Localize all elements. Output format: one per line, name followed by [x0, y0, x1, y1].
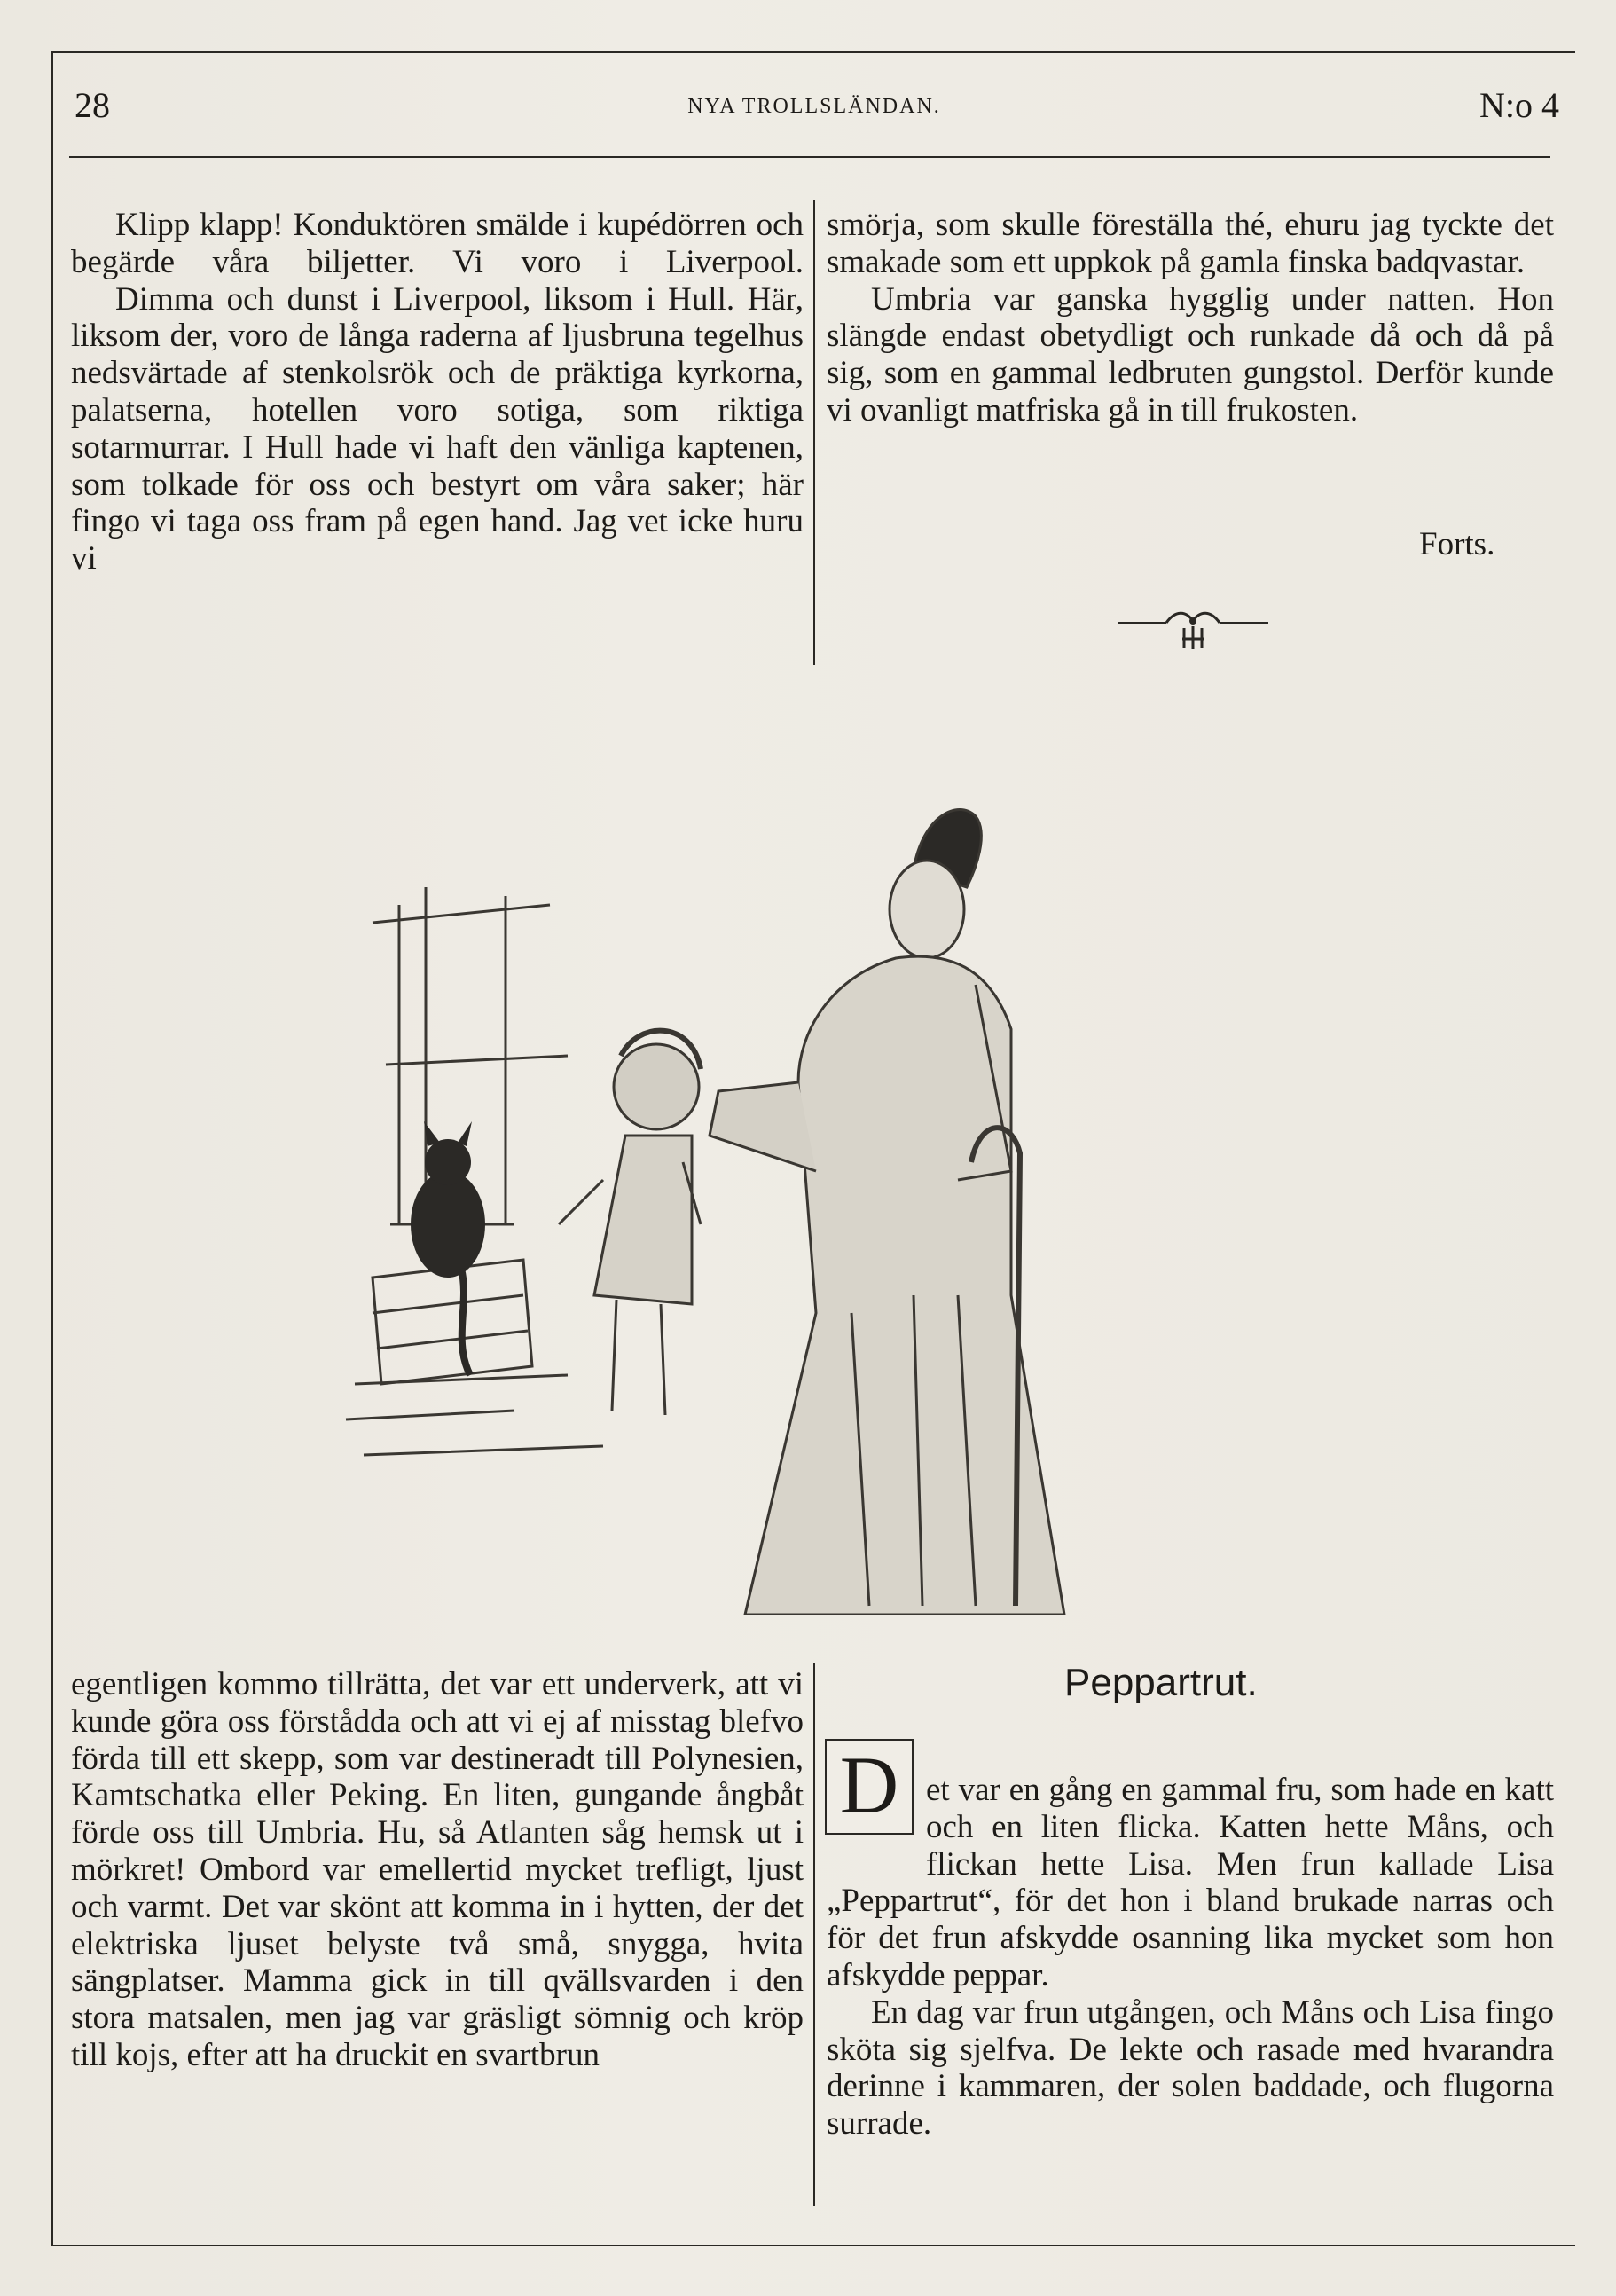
story-paragraph: En dag var frun utgången, och Måns och Lisa fingo sköta sig sjelfva. De lekte och rasade med hvarandra derinne i kammaren, der solen baddade, och flugorna surrade. [827, 1993, 1554, 2143]
paragraph: Klipp klapp! Konduktören smälde i kupédörren och begärde våra biljetter. Vi voro i Liverpool. [71, 207, 804, 280]
paragraph: Dimma och dunst i Liverpool, liksom i Hull. Här, liksom der, voro de långa raderna af ljusbruna tegelhus nedsvärtade af stenkolsrök och de präktiga kyrkorna, palatserna, hotellen voro sotiga, som riktiga sotarmurrar. I Hull hade vi haft den vänliga kaptenen, som tolkade för oss och bestyrt om våra saker; här fingo vi taga oss fram på egen hand. Jag vet icke huru vi [71, 280, 804, 578]
story-paragraph-text: et var en gång en gammal fru, som hade en katt och en liten flicka. Katten hette Måns, och flickan hette Lisa. Men frun kallade Lisa „Peppartrut“, för det hon i bland brukade narras och för det frun afskydde osanning lika mycket som hon afskydde peppar. [827, 1772, 1554, 1993]
column-story [827, 1772, 1554, 2143]
drop-cap: D [825, 1739, 914, 1835]
running-title: NYA TROLLSLÄNDAN. [687, 95, 941, 118]
header-rule [69, 156, 1550, 158]
story-title: Peppartrut. [1064, 1661, 1258, 1704]
paragraph: Umbria var ganska hygglig under natten. Hon slängde endast obetydligt och runkade då och då på sig, som en gammal ledbruten gungstol. Derför kunde vi ovanligt matfriska gå in till frukosten. [827, 280, 1554, 429]
column-divider-bottom [813, 1663, 815, 2206]
paragraph: egentligen kommo tillrätta, det var ett underverk, att vi kunde göra oss förstådda och att vi ej af misstag blefvo förda till ett skepp, som var destineradt till Polynesien, Kamtschatka eller Peking. En liten, gungande ångbåt förde oss till Umbria. Hu, så Atlanten såg hemsk ut i mörkret! Ombord var emellertid mycket trefligt, ljust och varmt. Det var skönt att komma in i hytten, der det elektriska ljuset belyste två små, snygga, hvita sängplatser. Mamma gick in till qvällsvarden i den stora matsalen, men jag var gräsligt sömnig och kröp till kojs, efter att ha druckit en svartbrun [71, 1666, 804, 2073]
continued-note: Forts. [1419, 526, 1495, 562]
issue-number: N:o 4 [1479, 85, 1559, 125]
illustration-woman-girl-cat [337, 763, 1171, 1615]
divider-ornament-icon [1113, 603, 1273, 657]
column-divider-top [813, 200, 815, 665]
story-paragraph [827, 1772, 1554, 1994]
paragraph: smörja, som skulle föreställa thé, ehuru jag tyckte det smakade som ett uppkok på gamla finska badqvastar. [827, 207, 1554, 280]
page-header [69, 84, 1559, 129]
column-top-right [827, 207, 1554, 429]
drop-cap-spacer [827, 1772, 926, 1846]
page-number: 28 [75, 85, 110, 125]
column-bottom-left [71, 1666, 804, 2074]
column-top-left [71, 207, 804, 578]
